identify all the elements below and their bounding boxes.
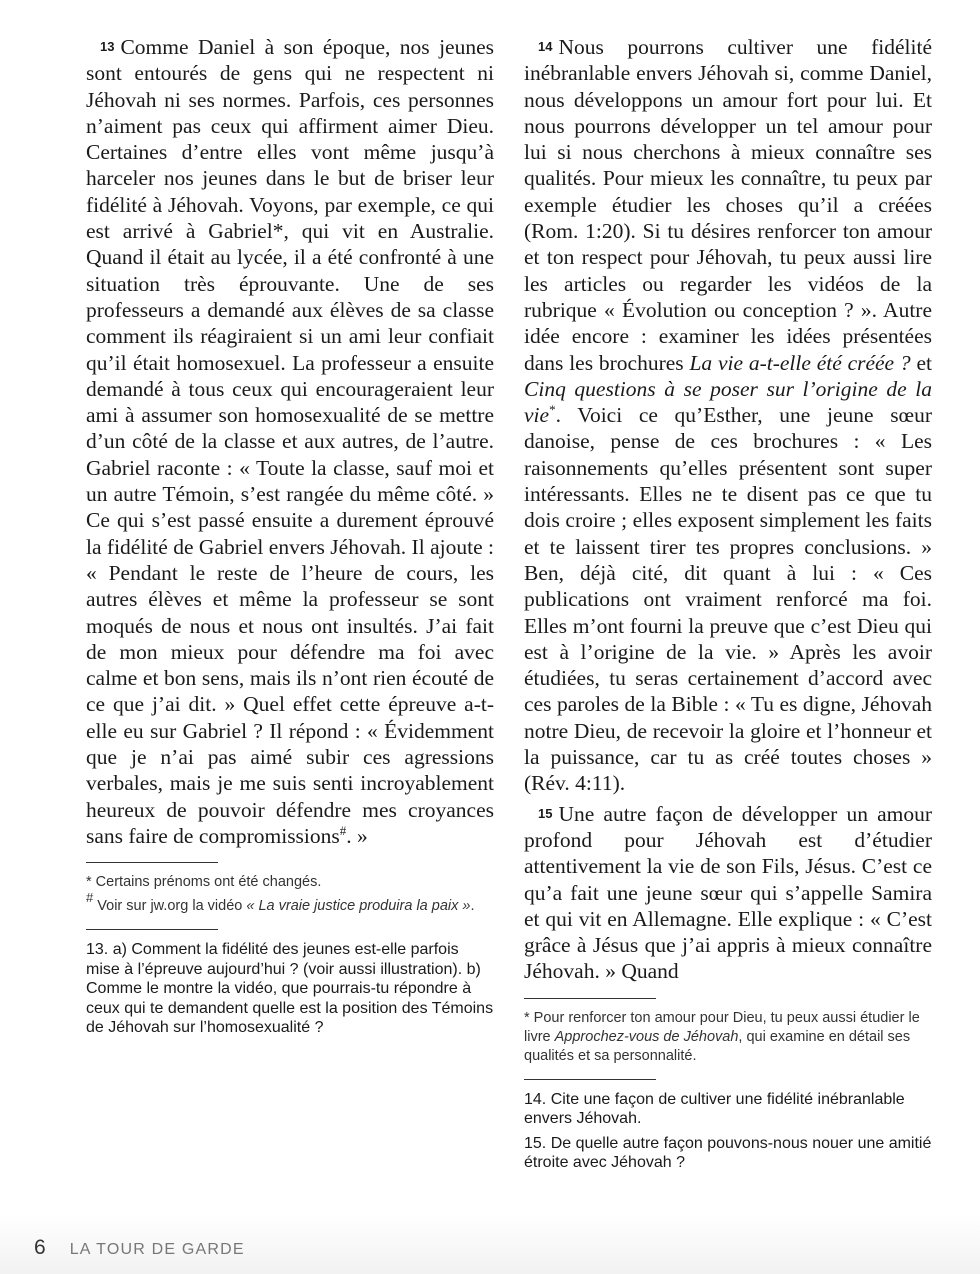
paragraph-text: . Voici ce qu’Esther, une jeune sœur danoise, pense de ces brochures : « Les raisonnements qu’elles présentent sont super intéressants. Elles ne te disent pas ce que tu dois croire ; elles exposent simplement les faits et te laissent tirer tes propres conclusions. » Ben, déjà cité, dit quant à lui : « Ces publications ont vraiment renforcé ma foi. Elles m’ont fourni la preuve que c’est Dieu qui est à l’origine de la vie. » Après les avoir étudiées, tu seras certainement d’accord avec ces paroles de la Bible : « Tu es digne, Jéhovah notre Dieu, de recevoir la gloire et l’honneur et la puissance, car tu as créé toutes choses » (Rév. 4:11). xyxy=(524,403,932,796)
book-title: Approchez-vous de Jéhovah xyxy=(554,1028,739,1045)
page-footer xyxy=(34,1236,245,1260)
paragraph-15 xyxy=(524,801,932,985)
paragraph-13 xyxy=(86,34,494,849)
footnote-text-end: . xyxy=(470,898,475,915)
paragraph-text: et xyxy=(910,350,932,375)
question-divider xyxy=(524,1079,656,1080)
magazine-title: LA TOUR DE GARDE xyxy=(69,1241,245,1258)
right-column xyxy=(524,34,932,1173)
video-title: « La vraie justice produira la paix » xyxy=(246,898,471,915)
paragraph-text: Comme Daniel à son époque, nos jeunes sont entourés de gens qui ne respectent ni Jéhovah ni ses normes. Parfois, ces personnes n’aiment pas ceux qui affirment aimer Dieu. Certaines d’entre elles vont même jusqu’à harceler nos jeunes dans le but de briser leur fidélité à Jéhovah. Voyons, par exemple, ce qui est arrivé à Gabriel*, qui vit en Australie. Quand il était au lycée, il a été confronté à une situation très éprouvante. Une de ses professeurs a demandé aux élèves de sa classe comment ils réagiraient si un ami leur confiait qu’il était homosexuel. La professeur a ensuite demandé à tous ceux qui encourageraient leur ami à assumer son homosexualité de se mettre d’un côté de la classe et aux autres, de l’autre. Gabriel raconte : « Toute la classe, sauf moi et un autre Témoin, s’est rangée du même côté. » Ce qui s’est passé ensuite a durement éprouvé la fidélité de Gabriel envers Jéhovah. Il ajoute : « Pendant le reste de l’heure de cours, les autres élèves et même la professeur se sont moqués de nous et nous ont insultés. J’ai fait de mon mieux pour défendre ma foi avec calme et bon sens, mais ils n’ont rien écouté de ce que j’ai dit. » Quel effet cette épreuve a-t-elle eu sur Gabriel ? Il répond : « Évidemment que je n’ai pas aimé subir ces agressions verbales, mais je me suis senti incroyablement heureux de pouvoir défendre mes croyances sans faire de compromissions xyxy=(86,35,494,848)
footnote-text: Certains prénoms ont été changés. xyxy=(91,874,322,891)
footnote-divider xyxy=(86,862,218,863)
footnote-divider xyxy=(524,998,656,999)
brochure-title-2: Cinq questions à se poser sur l’origine de la vie xyxy=(524,376,932,428)
paragraph-number: 15 xyxy=(538,805,553,821)
question-divider xyxy=(86,929,218,930)
study-question-14: 14. Cite une façon de cultiver une fidélité inébranlable envers Jéhovah. xyxy=(524,1090,905,1128)
footnote-mark: * xyxy=(86,874,92,891)
paragraph-number: 13 xyxy=(100,39,115,54)
paragraph-text: Une autre façon de développer un amour profond pour Jéhovah est d’étudier attentivement la vie de son Fils, Jésus. C’est ce qu’a fait une jeune sœur qui s’appelle Samira et qui vit en Allemagne. Elle explique : « C’est grâce à Jésus que j’ai appris à mieux connaître Jéhovah. » Quand xyxy=(524,801,932,984)
paragraph-text: Nous pourrons cultiver une fidélité inébranlable envers Jéhovah si, comme Daniel, nous développons un amour fort pour lui. Et nous pourrons développer un tel amour pour lui si nous cherchons à mieux connaître ses qualités. Pour mieux les connaître, tu peux par exemple étudier les choses qu’il a créées (Rom. 1:20). Si tu désires renforcer ton amour et ton respect pour Jéhovah, tu peux aussi lire les articles ou regarder les vidéos de la rubrique « Évolution ou conception ? ». Autre idée encore : examiner les idées présentées dans les brochures xyxy=(524,35,932,375)
footnote-mark: * xyxy=(524,1009,530,1026)
footnote-mark: # xyxy=(86,890,94,906)
study-question-15: 15. De quelle autre façon pouvons-nous nouer une amitié étroite avec Jéhovah ? xyxy=(524,1134,932,1172)
paragraph-14 xyxy=(524,34,932,797)
footnote-text: Pour renforcer ton amour pour Dieu, tu peux aussi étudier le livre xyxy=(524,1009,920,1045)
paragraph-number: 14 xyxy=(538,39,553,54)
footnote-text: Voir sur jw.org la vidéo xyxy=(93,898,247,915)
footnote-2 xyxy=(86,890,494,916)
left-column xyxy=(86,34,494,1038)
footnote-1 xyxy=(86,873,494,892)
brochure-title-1: La vie a-t-elle été créée ? xyxy=(689,350,911,375)
footnote-marker: # xyxy=(339,822,347,838)
study-question-13: 13. a) Comment la fidélité des jeunes est-elle parfois mise à l’épreuve aujourd’hui ? (voir aussi illustration). b) Comme le montre la vidéo, que pourrais-tu répondre à ceux qui te demandent quelle est la position des Témoins de Jéhovah sur l’homosexualité ? xyxy=(86,941,494,1037)
page-number: 6 xyxy=(34,1236,46,1259)
footnote-marker: * xyxy=(549,402,556,418)
footnote-text-end: , qui examine en détail ses qualités et sa personnalité. xyxy=(524,1028,911,1064)
footnote-right xyxy=(524,1009,932,1066)
paragraph-text-end: . » xyxy=(346,823,368,848)
